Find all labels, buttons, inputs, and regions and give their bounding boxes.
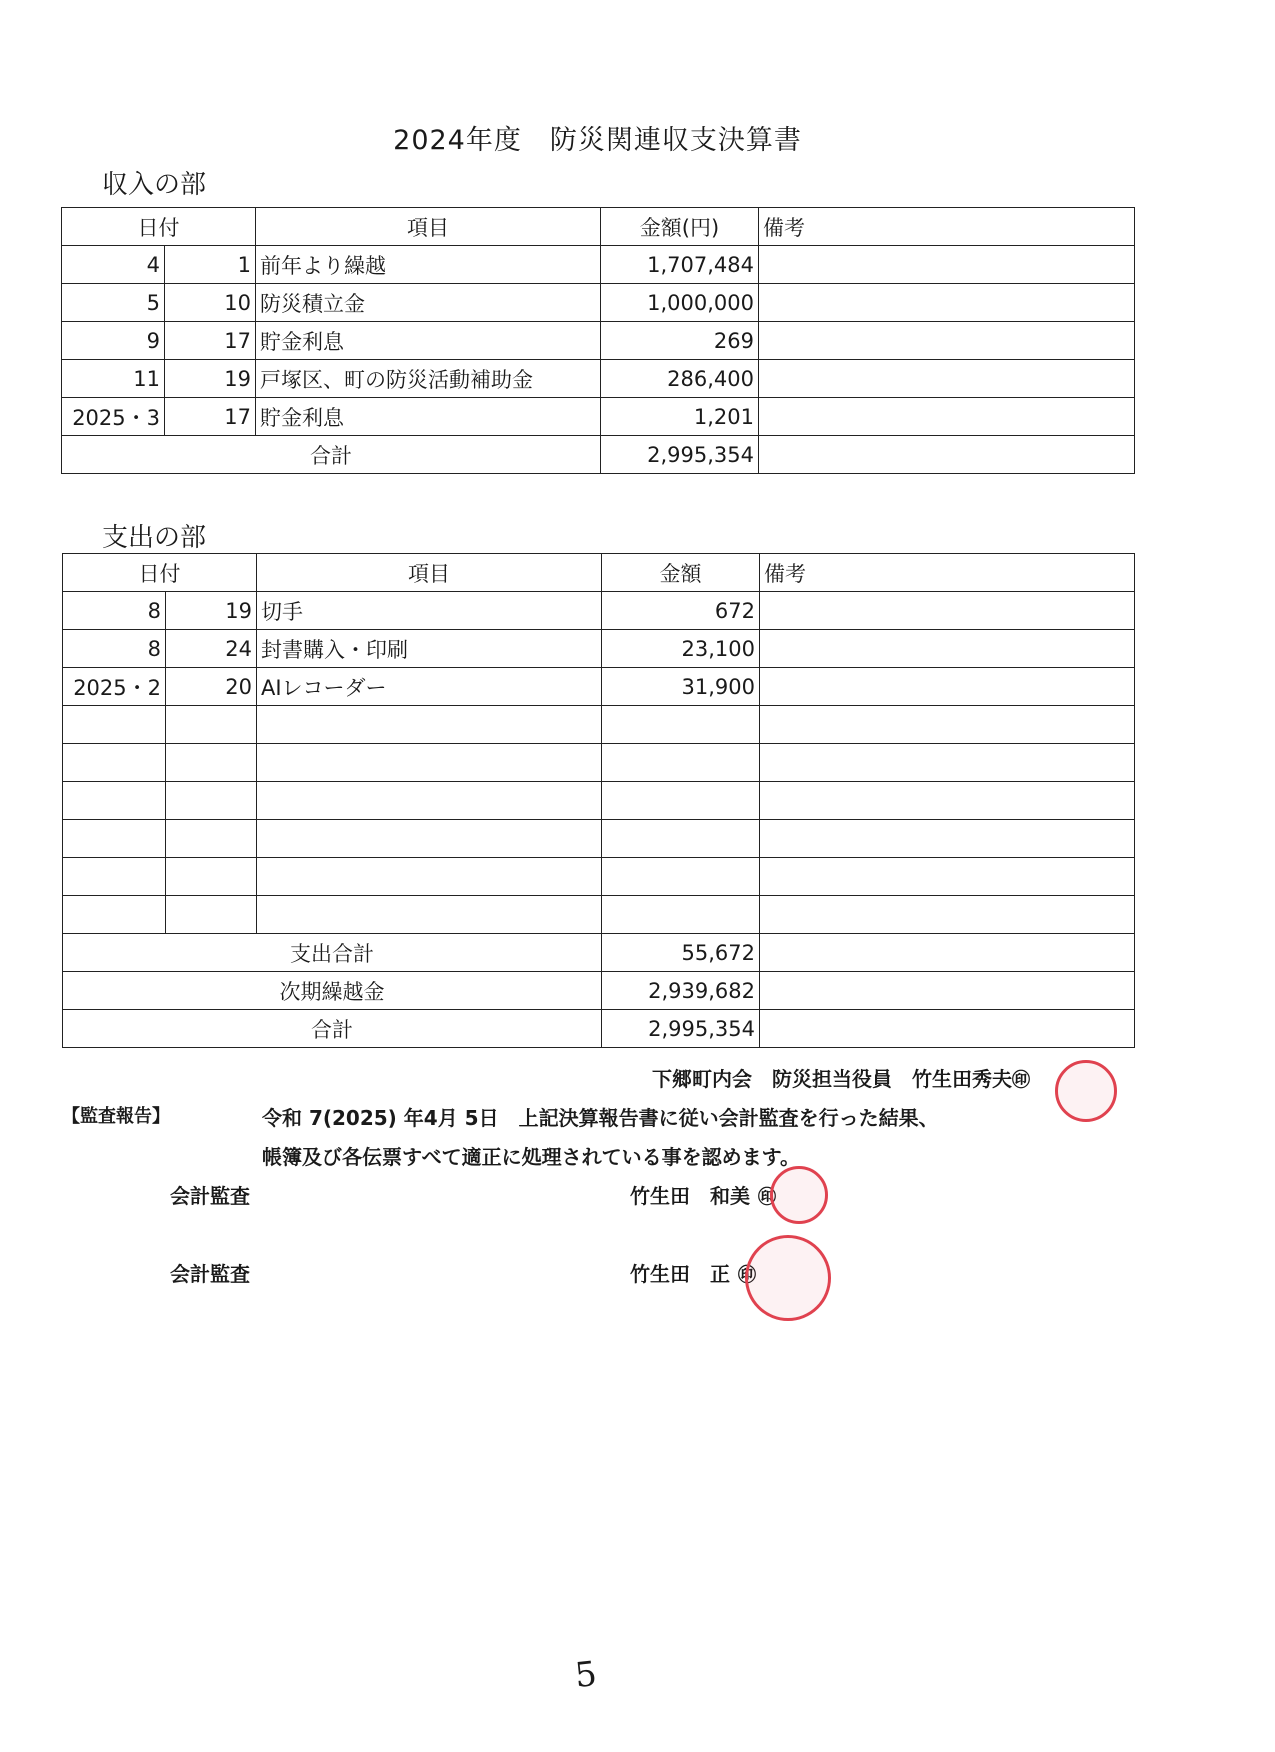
expense-month: 8: [63, 630, 166, 668]
expense-amount: [602, 782, 760, 820]
expense-day: 20: [166, 668, 257, 706]
hanko-stamp: [770, 1166, 828, 1224]
seal-mark: ㊞: [738, 1265, 756, 1286]
expense-item: [257, 706, 602, 744]
hanko-stamp: [1055, 1060, 1117, 1122]
expense-day: [166, 858, 257, 896]
expense-row: [63, 706, 1135, 744]
expense-note: [760, 744, 1135, 782]
expense-row: [63, 782, 1135, 820]
expense-day: [166, 744, 257, 782]
income-month: 2025・3: [62, 398, 165, 436]
income-row: [62, 360, 1135, 398]
seal-mark: ㊞: [1012, 1070, 1030, 1091]
income-header-amount: 金額(円): [601, 208, 759, 246]
income-month: 5: [62, 284, 165, 322]
expense-month: 8: [63, 592, 166, 630]
income-amount: 286,400: [601, 360, 759, 398]
expense-month: [63, 782, 166, 820]
expense-item: [257, 744, 602, 782]
income-day: 1: [165, 246, 256, 284]
income-header-row: [62, 208, 1135, 246]
income-note: [759, 322, 1135, 360]
income-amount: 1,000,000: [601, 284, 759, 322]
hanko-stamp: [745, 1235, 831, 1321]
expense-row: [63, 820, 1135, 858]
expense-note: [760, 820, 1135, 858]
expense-note: [760, 630, 1135, 668]
expense-day: [166, 820, 257, 858]
expense-carryover-label: 次期繰越金: [63, 972, 602, 1010]
income-month: 4: [62, 246, 165, 284]
expense-amount: 31,900: [602, 668, 760, 706]
expense-amount: [602, 706, 760, 744]
audit-line-1: 令和 7(2025) 年4月 5日 上記決算報告書に従い会計監査を行った結果、: [262, 1106, 939, 1130]
expense-item: 切手: [257, 592, 602, 630]
audit-label: 【監査報告】: [62, 1106, 170, 1127]
seal-mark: ㊞: [758, 1187, 776, 1208]
income-day: 10: [165, 284, 256, 322]
expense-amount: [602, 744, 760, 782]
expense-total-row: [63, 1010, 1135, 1048]
income-day: 17: [165, 322, 256, 360]
expense-day: 19: [166, 592, 257, 630]
income-day: 19: [165, 360, 256, 398]
income-total-row: [62, 436, 1135, 474]
income-total-label: 合計: [62, 436, 601, 474]
income-row: [62, 284, 1135, 322]
expense-amount: [602, 820, 760, 858]
income-header-date: 日付: [62, 208, 256, 246]
expense-month: 2025・2: [63, 668, 166, 706]
expense-month: [63, 896, 166, 934]
document-title: 2024年度 防災関連収支決算書: [393, 125, 802, 156]
auditor-name: [630, 1180, 776, 1209]
expense-item: [257, 782, 602, 820]
income-item: 防災積立金: [256, 284, 601, 322]
expense-note: [760, 858, 1135, 896]
expense-header-amount: 金額: [602, 554, 760, 592]
expense-row: [63, 630, 1135, 668]
expense-month: [63, 858, 166, 896]
expense-row: [63, 592, 1135, 630]
income-note: [759, 360, 1135, 398]
expense-amount: [602, 896, 760, 934]
expense-note: [760, 592, 1135, 630]
expense-item: [257, 820, 602, 858]
expense-total-label: 合計: [63, 1010, 602, 1048]
expense-header-row: [63, 554, 1135, 592]
auditor-name: [630, 1258, 756, 1287]
expense-note: [760, 668, 1135, 706]
expense-day: 24: [166, 630, 257, 668]
expense-carryover-note: [760, 972, 1135, 1010]
income-table: [61, 207, 1135, 474]
income-header-note: 備考: [759, 208, 1135, 246]
income-item: 貯金利息: [256, 398, 601, 436]
income-header-item: 項目: [256, 208, 601, 246]
income-note: [759, 398, 1135, 436]
expense-amount: 672: [602, 592, 760, 630]
expense-total-amount: 2,995,354: [602, 1010, 760, 1048]
expense-amount: 23,100: [602, 630, 760, 668]
expense-subtotal-amount: 55,672: [602, 934, 760, 972]
expense-carryover-amount: 2,939,682: [602, 972, 760, 1010]
expense-carryover-row: [63, 972, 1135, 1010]
expense-heading: 支出の部: [102, 523, 207, 553]
expense-month: [63, 820, 166, 858]
income-month: 11: [62, 360, 165, 398]
income-row: [62, 246, 1135, 284]
auditor-name-text: 竹生田 和美: [630, 1184, 750, 1208]
expense-month: [63, 706, 166, 744]
income-day: 17: [165, 398, 256, 436]
income-note: [759, 284, 1135, 322]
expense-item: 封書購入・印刷: [257, 630, 602, 668]
expense-item: [257, 858, 602, 896]
expense-header-date: 日付: [63, 554, 257, 592]
auditor-role: 会計監査: [170, 1262, 250, 1286]
expense-item: AIレコーダー: [257, 668, 602, 706]
expense-amount: [602, 858, 760, 896]
expense-note: [760, 706, 1135, 744]
expense-total-note: [760, 1010, 1135, 1048]
signature-line: [652, 1063, 1030, 1092]
expense-item: [257, 896, 602, 934]
income-month: 9: [62, 322, 165, 360]
income-total-note: [759, 436, 1135, 474]
expense-subtotal-note: [760, 934, 1135, 972]
income-item: 戸塚区、町の防災活動補助金: [256, 360, 601, 398]
expense-subtotal-label: 支出合計: [63, 934, 602, 972]
income-amount: 1,707,484: [601, 246, 759, 284]
expense-header-item: 項目: [257, 554, 602, 592]
expense-row: [63, 668, 1135, 706]
expense-day: [166, 782, 257, 820]
income-item: 前年より繰越: [256, 246, 601, 284]
income-amount: 1,201: [601, 398, 759, 436]
expense-row: [63, 858, 1135, 896]
income-row: [62, 398, 1135, 436]
auditor-name-text: 竹生田 正: [630, 1262, 730, 1286]
income-total-amount: 2,995,354: [601, 436, 759, 474]
income-item: 貯金利息: [256, 322, 601, 360]
expense-header-note: 備考: [760, 554, 1135, 592]
income-row: [62, 322, 1135, 360]
audit-line-2: 帳簿及び各伝票すべて適正に処理されている事を認めます。: [262, 1145, 800, 1169]
signature-org: 下郷町内会 防災担当役員 竹生田秀夫: [652, 1067, 1012, 1091]
income-note: [759, 246, 1135, 284]
expense-day: [166, 896, 257, 934]
expense-month: [63, 744, 166, 782]
expense-note: [760, 782, 1135, 820]
expense-subtotal-row: [63, 934, 1135, 972]
auditor-role: 会計監査: [170, 1184, 250, 1208]
income-amount: 269: [601, 322, 759, 360]
expense-table: [62, 553, 1135, 1048]
expense-day: [166, 706, 257, 744]
page-number: 5: [572, 1653, 599, 1697]
income-heading: 収入の部: [102, 170, 207, 200]
expense-row: [63, 744, 1135, 782]
expense-note: [760, 896, 1135, 934]
expense-row: [63, 896, 1135, 934]
